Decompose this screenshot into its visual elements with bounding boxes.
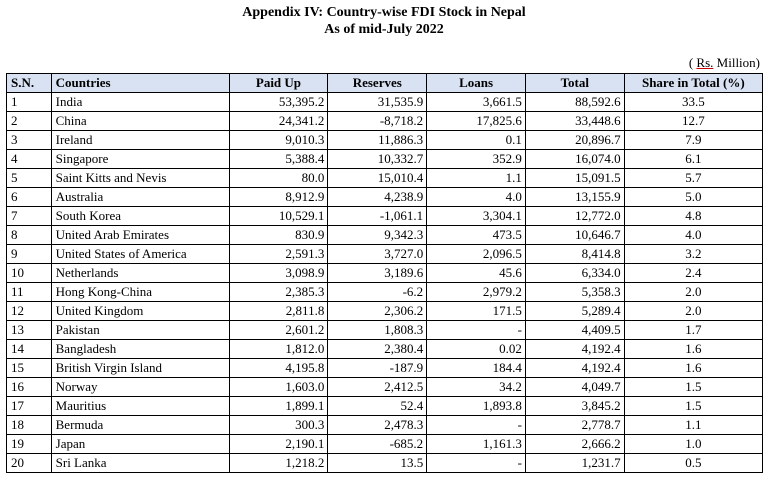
cell-loans: 1,161.3 xyxy=(427,435,526,454)
header-sn: S.N. xyxy=(7,74,52,93)
cell-total: 33,448.6 xyxy=(525,112,624,131)
cell-loans: 0.02 xyxy=(427,340,526,359)
table-row xyxy=(7,226,763,245)
cell-total: 20,896.7 xyxy=(525,131,624,150)
header-share: Share in Total (%) xyxy=(624,74,762,93)
cell-country: British Virgin Island xyxy=(51,359,229,378)
cell-paid-up: 9,010.3 xyxy=(229,131,328,150)
cell-paid-up: 10,529.1 xyxy=(229,207,328,226)
cell-reserves: 2,380.4 xyxy=(328,340,427,359)
cell-reserves: -8,718.2 xyxy=(328,112,427,131)
cell-country: Sri Lanka xyxy=(51,454,229,473)
cell-reserves: 10,332.7 xyxy=(328,150,427,169)
cell-country: Japan xyxy=(51,435,229,454)
cell-total: 2,666.2 xyxy=(525,435,624,454)
cell-total: 16,074.0 xyxy=(525,150,624,169)
table-row xyxy=(7,264,763,283)
cell-paid-up: 4,195.8 xyxy=(229,359,328,378)
table-row xyxy=(7,150,763,169)
cell-reserves: 11,886.3 xyxy=(328,131,427,150)
header-total: Total xyxy=(525,74,624,93)
cell-paid-up: 830.9 xyxy=(229,226,328,245)
cell-sn: 19 xyxy=(7,435,52,454)
table-row xyxy=(7,340,763,359)
cell-loans: 2,979.2 xyxy=(427,283,526,302)
cell-loans: 171.5 xyxy=(427,302,526,321)
cell-paid-up: 1,603.0 xyxy=(229,378,328,397)
cell-total: 88,592.6 xyxy=(525,93,624,112)
document-title: Appendix IV: Country-wise FDI Stock in Nepal xyxy=(242,5,526,20)
cell-country: Mauritius xyxy=(51,397,229,416)
cell-paid-up: 2,591.3 xyxy=(229,245,328,264)
cell-share: 6.1 xyxy=(624,150,762,169)
cell-share: 4.0 xyxy=(624,226,762,245)
cell-country: Bangladesh xyxy=(51,340,229,359)
cell-sn: 1 xyxy=(7,93,52,112)
cell-country: China xyxy=(51,112,229,131)
cell-reserves: -685.2 xyxy=(328,435,427,454)
cell-total: 5,289.4 xyxy=(525,302,624,321)
cell-paid-up: 80.0 xyxy=(229,169,328,188)
table-row xyxy=(7,302,763,321)
cell-country: India xyxy=(51,93,229,112)
cell-country: Pakistan xyxy=(51,321,229,340)
cell-paid-up: 300.3 xyxy=(229,416,328,435)
cell-total: 5,358.3 xyxy=(525,283,624,302)
cell-paid-up: 53,395.2 xyxy=(229,93,328,112)
cell-loans: 1,893.8 xyxy=(427,397,526,416)
cell-sn: 8 xyxy=(7,226,52,245)
cell-sn: 3 xyxy=(7,131,52,150)
cell-sn: 9 xyxy=(7,245,52,264)
cell-reserves: 31,535.9 xyxy=(328,93,427,112)
cell-sn: 17 xyxy=(7,397,52,416)
cell-paid-up: 2,385.3 xyxy=(229,283,328,302)
cell-loans: 4.0 xyxy=(427,188,526,207)
cell-reserves: -1,061.1 xyxy=(328,207,427,226)
cell-total: 10,646.7 xyxy=(525,226,624,245)
cell-paid-up: 1,812.0 xyxy=(229,340,328,359)
table-row xyxy=(7,397,763,416)
cell-paid-up: 24,341.2 xyxy=(229,112,328,131)
cell-country: Norway xyxy=(51,378,229,397)
cell-loans: 352.9 xyxy=(427,150,526,169)
header-paid-up: Paid Up xyxy=(229,74,328,93)
cell-sn: 10 xyxy=(7,264,52,283)
cell-share: 1.1 xyxy=(624,416,762,435)
table-body xyxy=(7,93,763,473)
header-countries: Countries xyxy=(51,74,229,93)
cell-share: 1.7 xyxy=(624,321,762,340)
unit-note xyxy=(689,55,760,71)
cell-total: 2,778.7 xyxy=(525,416,624,435)
cell-sn: 11 xyxy=(7,283,52,302)
cell-sn: 7 xyxy=(7,207,52,226)
cell-share: 2.4 xyxy=(624,264,762,283)
table-row xyxy=(7,169,763,188)
cell-paid-up: 8,912.9 xyxy=(229,188,328,207)
table-row xyxy=(7,454,763,473)
cell-sn: 18 xyxy=(7,416,52,435)
cell-loans: 45.6 xyxy=(427,264,526,283)
cell-loans: 3,304.1 xyxy=(427,207,526,226)
cell-reserves: 15,010.4 xyxy=(328,169,427,188)
cell-total: 4,049.7 xyxy=(525,378,624,397)
cell-sn: 5 xyxy=(7,169,52,188)
cell-loans: 184.4 xyxy=(427,359,526,378)
table-row xyxy=(7,378,763,397)
cell-sn: 16 xyxy=(7,378,52,397)
cell-sn: 20 xyxy=(7,454,52,473)
cell-share: 4.8 xyxy=(624,207,762,226)
cell-reserves: 2,478.3 xyxy=(328,416,427,435)
cell-paid-up: 2,190.1 xyxy=(229,435,328,454)
table-row xyxy=(7,245,763,264)
table-row xyxy=(7,283,763,302)
cell-total: 3,845.2 xyxy=(525,397,624,416)
cell-total: 15,091.5 xyxy=(525,169,624,188)
cell-country: Saint Kitts and Nevis xyxy=(51,169,229,188)
cell-share: 2.0 xyxy=(624,302,762,321)
cell-country: Ireland xyxy=(51,131,229,150)
cell-loans: 17,825.6 xyxy=(427,112,526,131)
cell-country: Australia xyxy=(51,188,229,207)
cell-total: 13,155.9 xyxy=(525,188,624,207)
cell-country: United Kingdom xyxy=(51,302,229,321)
header-reserves: Reserves xyxy=(328,74,427,93)
header-loans: Loans xyxy=(427,74,526,93)
cell-paid-up: 5,388.4 xyxy=(229,150,328,169)
cell-sn: 2 xyxy=(7,112,52,131)
cell-paid-up: 3,098.9 xyxy=(229,264,328,283)
cell-total: 1,231.7 xyxy=(525,454,624,473)
table-row xyxy=(7,359,763,378)
cell-sn: 15 xyxy=(7,359,52,378)
cell-share: 1.0 xyxy=(624,435,762,454)
table-row xyxy=(7,112,763,131)
table-row xyxy=(7,416,763,435)
cell-sn: 12 xyxy=(7,302,52,321)
table-row xyxy=(7,131,763,150)
cell-sn: 6 xyxy=(7,188,52,207)
cell-reserves: -187.9 xyxy=(328,359,427,378)
unit-prefix: ( xyxy=(688,55,697,70)
cell-country: Netherlands xyxy=(51,264,229,283)
cell-reserves: -6.2 xyxy=(328,283,427,302)
cell-paid-up: 1,899.1 xyxy=(229,397,328,416)
unit-suffix: Million) xyxy=(713,55,760,70)
cell-paid-up: 1,218.2 xyxy=(229,454,328,473)
cell-paid-up: 2,601.2 xyxy=(229,321,328,340)
cell-share: 5.0 xyxy=(624,188,762,207)
fdi-table xyxy=(6,73,763,473)
cell-loans: 2,096.5 xyxy=(427,245,526,264)
document-subtitle: As of mid-July 2022 xyxy=(324,22,444,37)
cell-loans: 473.5 xyxy=(427,226,526,245)
cell-reserves: 4,238.9 xyxy=(328,188,427,207)
cell-share: 0.5 xyxy=(624,454,762,473)
cell-sn: 13 xyxy=(7,321,52,340)
cell-share: 5.7 xyxy=(624,169,762,188)
cell-country: Bermuda xyxy=(51,416,229,435)
cell-reserves: 2,306.2 xyxy=(328,302,427,321)
cell-country: United Arab Emirates xyxy=(51,226,229,245)
cell-total: 4,192.4 xyxy=(525,340,624,359)
cell-loans: - xyxy=(427,321,526,340)
cell-reserves: 3,189.6 xyxy=(328,264,427,283)
cell-share: 12.7 xyxy=(624,112,762,131)
cell-share: 33.5 xyxy=(624,93,762,112)
cell-reserves: 52.4 xyxy=(328,397,427,416)
cell-total: 6,334.0 xyxy=(525,264,624,283)
cell-reserves: 2,412.5 xyxy=(328,378,427,397)
cell-total: 12,772.0 xyxy=(525,207,624,226)
cell-share: 2.0 xyxy=(624,283,762,302)
cell-share: 1.5 xyxy=(624,397,762,416)
table-row xyxy=(7,435,763,454)
cell-country: Singapore xyxy=(51,150,229,169)
cell-total: 4,192.4 xyxy=(525,359,624,378)
cell-loans: - xyxy=(427,454,526,473)
cell-share: 7.9 xyxy=(624,131,762,150)
cell-share: 1.6 xyxy=(624,359,762,378)
cell-country: South Korea xyxy=(51,207,229,226)
cell-total: 8,414.8 xyxy=(525,245,624,264)
cell-share: 3.2 xyxy=(624,245,762,264)
cell-reserves: 13.5 xyxy=(328,454,427,473)
cell-loans: 34.2 xyxy=(427,378,526,397)
unit-currency: Rs. xyxy=(696,55,714,70)
cell-paid-up: 2,811.8 xyxy=(229,302,328,321)
table-row xyxy=(7,93,763,112)
table-row xyxy=(7,188,763,207)
table-row xyxy=(7,321,763,340)
cell-share: 1.6 xyxy=(624,340,762,359)
cell-sn: 14 xyxy=(7,340,52,359)
cell-sn: 4 xyxy=(7,150,52,169)
cell-loans: - xyxy=(427,416,526,435)
cell-reserves: 3,727.0 xyxy=(328,245,427,264)
cell-reserves: 9,342.3 xyxy=(328,226,427,245)
cell-country: United States of America xyxy=(51,245,229,264)
cell-country: Hong Kong-China xyxy=(51,283,229,302)
cell-loans: 3,661.5 xyxy=(427,93,526,112)
cell-share: 1.5 xyxy=(624,378,762,397)
table-header-row xyxy=(7,74,763,93)
cell-reserves: 1,808.3 xyxy=(328,321,427,340)
cell-loans: 0.1 xyxy=(427,131,526,150)
cell-loans: 1.1 xyxy=(427,169,526,188)
table-row xyxy=(7,207,763,226)
cell-total: 4,409.5 xyxy=(525,321,624,340)
